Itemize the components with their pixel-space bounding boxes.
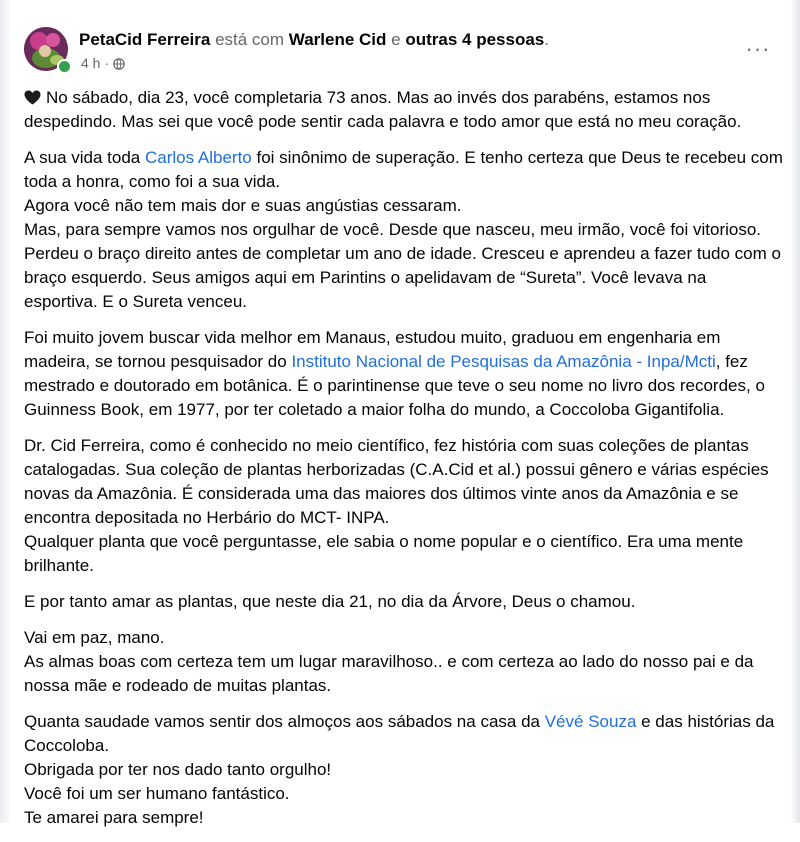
p4-line2: Qualquer planta que você perguntasse, ele sabia o nome popular e o científico. Era uma mente brilhante. bbox=[24, 532, 744, 575]
p6-line2: As almas boas com certeza tem um lugar maravilhoso.. e com certeza ao lado do nosso pai e da nossa mãe e rodeado de muitas plantas. bbox=[24, 652, 754, 695]
black-heart-icon bbox=[24, 88, 41, 103]
post-header bbox=[24, 25, 776, 73]
paragraph-1-text: No sábado, dia 23, você completaria 73 anos. Mas ao invés dos parabéns, estamos nos despedindo. Mas sei que você pode sentir cada palavra e todo amor que está no meu coração. bbox=[24, 88, 742, 131]
p3-pre: Foi muito jovem buscar vida melhor em Manaus, estudou muito, graduou em engenharia em madeira, se tornou pesquisador do bbox=[24, 328, 721, 371]
online-status-dot bbox=[57, 59, 72, 74]
more-options-button[interactable] bbox=[744, 35, 772, 63]
title-period: . bbox=[544, 30, 549, 49]
p7-post: e das histórias da Coccoloba. bbox=[24, 712, 775, 755]
meta-separator: · bbox=[104, 55, 110, 71]
tagged-others[interactable]: outras 4 pessoas bbox=[405, 30, 545, 49]
p7-pre: Quanta saudade vamos sentir dos almoços aos sábados na casa da bbox=[24, 712, 545, 731]
tagged-person[interactable]: Warlene Cid bbox=[288, 30, 387, 49]
mention-veve-souza[interactable]: Vévé Souza bbox=[544, 712, 637, 731]
p2-post: foi sinônimo de superação. E tenho certeza que Deus te recebeu com toda a honra, como foi a sua vida. bbox=[24, 148, 783, 191]
p4-line1: Dr. Cid Ferreira, como é conhecido no meio científico, fez história com suas coleções de plantas catalogadas. Sua coleção de plantas herborizadas (C.A.Cid et al.) possui gênero e várias espécies novas da Amazônia. É considerada uma das maiores dos últimos vinte anos da Amazônia e se encontra depositada no Herbário do MCT- INPA. bbox=[24, 436, 769, 527]
post-title-line bbox=[79, 30, 549, 50]
post-meta bbox=[81, 55, 125, 71]
paragraph-7 bbox=[24, 710, 784, 830]
paragraph-1 bbox=[24, 86, 784, 134]
paragraph-4 bbox=[24, 434, 784, 578]
p7-line4: Te amarei para sempre! bbox=[24, 808, 204, 827]
globe-icon[interactable] bbox=[113, 57, 125, 69]
and-text: e bbox=[391, 30, 401, 49]
paragraph-3 bbox=[24, 326, 784, 422]
p7-line3: Você foi um ser humano fantástico. bbox=[24, 784, 290, 803]
p3-post: , fez mestrado e doutorado em botânica. É o parintinense que teve o seu nome no livro dos recordes, o Guinness Book, em 1977, por ter coletado a maior folha do mundo, a Coccoloba Gigantifolia. bbox=[24, 352, 765, 419]
paragraph-5: E por tanto amar as plantas, que neste dia 21, no dia da Árvore, Deus o chamou. bbox=[24, 592, 636, 611]
mention-carlos-alberto[interactable]: Carlos Alberto bbox=[144, 148, 252, 167]
paragraph-2 bbox=[24, 146, 784, 314]
p7-line2: Obrigada por ter nos dado tanto orgulho! bbox=[24, 760, 332, 779]
p2-line2: Agora você não tem mais dor e suas angústias cessaram. bbox=[24, 196, 462, 215]
author-name[interactable]: PetaCid Ferreira bbox=[79, 30, 211, 49]
p6-line1: Vai em paz, mano. bbox=[24, 628, 165, 647]
more-options-icon: ··· bbox=[745, 36, 771, 61]
with-text: está com bbox=[215, 30, 285, 49]
post-time[interactable]: 4 h bbox=[81, 55, 101, 71]
mention-inpa[interactable]: Instituto Nacional de Pesquisas da Amazônia - Inpa/Mcti bbox=[291, 352, 716, 371]
p2-line3: Mas, para sempre vamos nos orgulhar de você. Desde que nasceu, meu irmão, você foi vitorioso. Perdeu o braço direito antes de completar um ano de idade. Cresceu e aprendeu a fazer tudo com o braço esquerdo. Seus amigos aqui em Parintins o apelidavam de “Sureta”. Você levava na esportiva. E o Sureta venceu. bbox=[24, 220, 781, 311]
p2-pre: A sua vida toda bbox=[24, 148, 145, 167]
paragraph-6 bbox=[24, 626, 784, 698]
post-body bbox=[24, 86, 784, 842]
